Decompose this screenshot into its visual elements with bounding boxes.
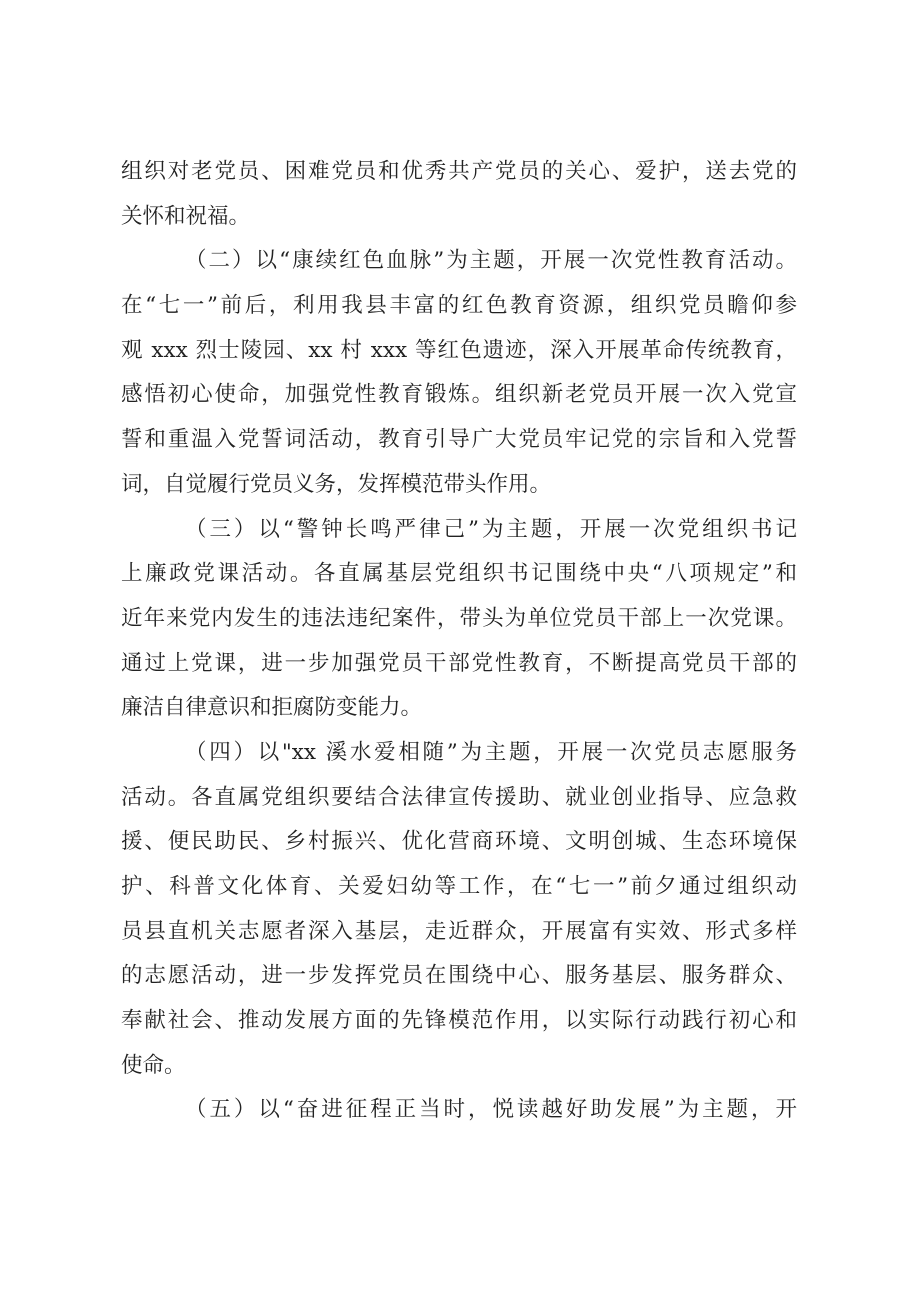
paragraph-line: 近年来党内发生的违法违纪案件，带头为单位党员干部上一次党课。	[121, 605, 797, 631]
paragraph-line: 活动。各直属党组织要结合法律宣传援助、就业创业指导、应急救	[121, 784, 797, 810]
paragraph-line: （五）以“奋进征程正当时，悦读越好助发展”为主题，开	[185, 1097, 797, 1123]
paragraph-line: 的志愿活动，进一步发挥党员在围绕中心、服务基层、服务群众、	[121, 963, 797, 989]
paragraph-line: 在“七一”前后，利用我县丰富的红色教育资源，组织党员瞻仰参	[121, 293, 797, 319]
paragraph-line: 廉洁自律意识和拒腐防变能力。	[121, 695, 423, 721]
paragraph-line: 员县直机关志愿者深入基层，走近群众，开展富有实效、形式多样	[121, 918, 797, 944]
document-body	[121, 150, 797, 1133]
paragraph-line: 词，自觉履行党员义务，发挥模范带头作用。	[121, 471, 552, 497]
paragraph-line: 通过上党课，进一步加强党员干部党性教育，不断提高党员干部的	[121, 650, 797, 676]
paragraph-line: 奉献社会、推动发展方面的先锋模范作用，以实际行动践行初心和	[121, 1008, 797, 1034]
paragraph-line: 使命。	[121, 1052, 186, 1078]
paragraph-line: 关怀和祝福。	[121, 203, 251, 229]
paragraph-line: 援、便民助民、乡村振兴、优化营商环境、文明创城、生态环境保	[121, 829, 797, 855]
paragraph-line: 观 xxx 烈士陵园、xx 村 xxx 等红色遗迹，深入开展革命传统教育，	[121, 337, 797, 363]
paragraph-line: 誓和重温入党誓词活动，教育引导广大党员牢记党的宗旨和入党誓	[121, 427, 797, 453]
paragraph-line: （四）以"xx 溪水爱相随”为主题，开展一次党员志愿服务	[185, 739, 797, 765]
paragraph-line: （二）以“康续红色血脉”为主题，开展一次党性教育活动。	[185, 248, 797, 274]
paragraph-line: 感悟初心使命，加强党性教育锻炼。组织新老党员开展一次入党宣	[121, 382, 797, 408]
paragraph-line: （三）以“警钟长鸣严律己”为主题，开展一次党组织书记	[185, 516, 797, 542]
paragraph-line: 组织对老党员、困难党员和优秀共产党员的关心、爱护，送去党的	[121, 159, 797, 184]
paragraph-line: 护、科普文化体育、关爱妇幼等工作，在“七一”前夕通过组织动	[121, 874, 797, 899]
paragraph-line: 上廉政党课活动。各直属基层党组织书记围绕中央“八项规定”和	[121, 561, 797, 587]
